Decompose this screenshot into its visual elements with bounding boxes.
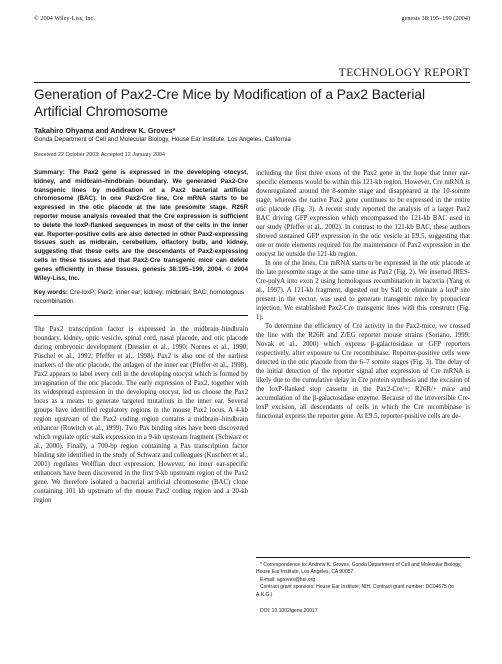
abstract-rule <box>34 315 248 316</box>
running-head <box>34 15 470 22</box>
received-accepted-dates: Received 22 October 2003; Accepted 12 January 2004 <box>34 152 165 158</box>
keywords-text: Cre-loxP; Pax2; inner ear; kidney; midbrain; BAC; homologous recombination <box>34 289 244 306</box>
keywords <box>34 289 248 307</box>
copyright-notice: © 2004 Wiley-Liss, Inc. <box>34 15 95 22</box>
body-paragraph: In one of the lines, Cre mRNA starts to be expressed in the otic placode at the late presomite stage at the same time as Pax2 (Fig. 2). We inserted IRES-Cre-polyA into exon 2 using homologous recombination in bacteria (Yang et al., 1997). A 121-kb fragment, digested out by SalI to eliminate a loxP site present in the vector, was used to generate transgenic mice by pronuclear injection. We established Pax2-Cre transgenic lines with this construct (Fig. 1). <box>256 260 470 321</box>
body-paragraph: The Pax2 transcription factor is expressed in the midbrain–hindbrain boundary, kidney, optic vesicle, spinal cord, nasal placode, and otic placode during embryonic development (Dressler et al., 1990; Nornes et al., 1990; Püschel et al., 1992; Pfeffer et al., 1998). Pax2 is also one of the earliest markers of the otic placode, the anlagen of the inner ear (Pfeffer et al., 1998). Pax2 appears to label every cell in the developing otocyst which is formed by invagination of the otic placode. The early expression of Pax2, together with its widespread expression in the developing otocyst, led us choose the Pax2 locus as a means to generate targeted mutations in the inner ear. Several groups have identified regulatory regions in the mouse Pax2 locus. A 4-kb region upstream of the Pax2 coding region contains a midbrain–hindbrain enhancer (Rowitch et al., 1999). Two Pax binding sites have been discovered which regulate optic stalk expression in a 9-kb upstream fragment (Schwarz et al., 2000). Finally, a 700-bp region containing a Pax transcription factor binding site identified in the study of Schwarz and colleagues (Kuschert et al., 2001) regulates Wolffian duct expression. However, no inner ear-specific enhancers have been discovered in the first 9-kb upstream region of the Pax2 gene. We therefore isolated a bacterial artificial chromosome (BAC) clone containing 101 kb upstream of the mouse Pax2 coding region and a 20-kb region <box>34 325 248 504</box>
doi: DOI: 10.1002/gene.20017 <box>260 608 318 615</box>
journal-citation: genesis 38:195–199 (2004) <box>401 15 470 22</box>
footnote-rule <box>256 557 470 558</box>
authors: Takahiro Ohyama and Andrew K. Groves* <box>34 126 176 135</box>
section-label: TECHNOLOGY REPORT <box>338 67 470 79</box>
abstract: Summary: The Pax2 gene is expressed in the developing otocyst, kidney, and midbrain–hindbrain boundary. We generated Pax2-Cre transgenic lines by modification of a Pax2 bacterial artificial chromosome (BAC). In one Pax2-Cre line, Cre mRNA starts to be expressed in the otic placode at the late presomite stage. R26R reporter mouse analysis revealed that the Cre expression is sufficient to delete the loxP-flanked sequences in most of the cells in the inner ear. Reporter-positive cells are also detected in other Pax2-expressing tissues such as midbrain, cerebellum, olfactory bulb, and kidney, suggesting that these cells are the descendants of Pax2-expressing cells in these tissues and that Pax2-Cre transgenic mice can delete genes efficiently in these tissues. genesis 38:195–199, 2004. © 2004 Wiley-Liss, Inc. <box>34 169 248 282</box>
footnotes <box>256 557 470 615</box>
body-paragraph: To determine the efficiency of Cre activity in the Pax2-mice, we crossed the line with the R26R and Z/EG reporter mouse strains (Soriano, 1999; Novak et al., 2000) which express β-galactosidase or GFP reporters respectively, after exposure to Cre recombinase. Reporter-positive cells were detected in the otic placode from the 6–7 somite stages (Fig. 3). The delay of the initial detection of the reporter signal after expression of Cre mRNA is likely due to the cumulative delay in Cre protein synthesis and the excision of the loxP-flanked stop cassette in the Pax2-Cre/+; R26R/+ mice and accumulation of the β-galactosidase enzyme. Because of the irreversible Cre-loxP excision, all descendants of cells in which the Cre recombinase is functional express the reporter gene. At E9.5, reporter-positive cells are de- <box>256 323 470 420</box>
correspondence-note: * Correspondence to: Andrew K. Groves, Gonda Department of Cell and Molecular Biology, House Ear Institute, Los Angeles, CA 90057. <box>256 562 462 576</box>
right-column <box>256 169 470 421</box>
email-note: E-mail: agroves@hei.org <box>260 576 316 583</box>
grant-note: Contract grant sponsors: House Ear Institute; NIH. Contract grant number: DC04675 (to A.K.G.) <box>256 584 454 598</box>
article-title: Generation of Pax2-Cre Mice by Modification of a Pax2 Bacterial Artificial Chromosome <box>34 87 426 119</box>
left-column <box>34 169 248 505</box>
keywords-label: Key words: <box>34 289 68 297</box>
header-rule <box>34 82 470 83</box>
body-paragraph: including the first three exons of the Pax2 gene in the hope that inner ear-specific elements would be within this 121-kb region. However, Cre mRNA is downregulated around the 8-somite stage and disappeared at the 10-somite stage, whereas the native Pax2 gene continues to be expressed in the entire otic placode (Fig. 3). A recent study reported the analysis of a larger Pax2 BAC driving GFP expression which encompassed the 121-kb BAC used in our study (Pfeffer et al., 2002). In contrast to the 121-kb BAC, these authors showed sustained GFP expression in the otic vesicle at E9.5, suggesting that one or more elements required for the maintenance of Pax2 expression in the otocyst lie outside the 121-kb region. <box>256 170 470 258</box>
affiliation: Gonda Department of Cell and Molecular Biology, House Ear Institute, Los Angeles, California <box>34 136 291 143</box>
